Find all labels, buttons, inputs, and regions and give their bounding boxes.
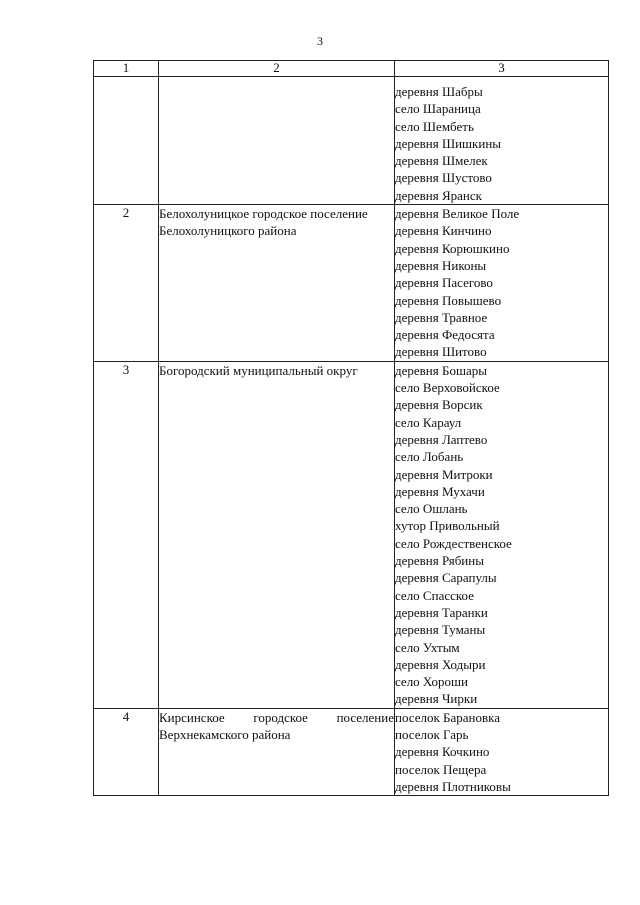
settlement-item: село Шембеть — [395, 118, 474, 134]
settlement-item: хутор Привольный — [395, 518, 500, 534]
settlement-list — [395, 205, 609, 362]
settlement-item: деревня Ворсик — [395, 397, 483, 413]
settlement-list — [395, 77, 609, 205]
column-header-settlements: 3 — [395, 61, 609, 77]
settlement-item: село Ошлань — [395, 501, 468, 517]
settlement-item: деревня Чирки — [395, 691, 478, 707]
settlement-item: деревня Шмелек — [395, 153, 488, 169]
settlement-list — [395, 361, 609, 708]
settlement-item: село Рождественское — [395, 535, 512, 551]
settlement-item: деревня Яранск — [395, 187, 482, 203]
settlement-item: деревня Корюшкино — [395, 240, 510, 256]
settlement-item: деревня Бошары — [395, 362, 487, 378]
table-row — [94, 708, 609, 795]
settlement-item: деревня Шабры — [395, 84, 483, 99]
row-number: 2 — [94, 205, 159, 362]
settlement-item: деревня Туманы — [395, 622, 486, 638]
settlement-item: деревня Рябины — [395, 553, 484, 569]
settlement-item: деревня Митроки — [395, 466, 493, 482]
settlement-item: деревня Федосята — [395, 327, 495, 343]
table-header-row — [94, 61, 609, 77]
row-number: 4 — [94, 708, 159, 795]
table-row — [94, 361, 609, 708]
settlement-item: деревня Шустово — [395, 170, 492, 186]
settlement-item: деревня Никоны — [395, 257, 487, 273]
settlement-item: деревня Таранки — [395, 604, 488, 620]
settlement-item: деревня Травное — [395, 309, 488, 325]
settlement-list — [395, 708, 609, 795]
settlement-item: деревня Кинчино — [395, 223, 492, 239]
column-header-number: 1 — [94, 61, 159, 77]
settlement-item: деревня Пасегово — [395, 275, 493, 291]
row-number: 3 — [94, 361, 159, 708]
settlement-item: деревня Мухачи — [395, 483, 485, 499]
settlement-item: поселок Гарь — [395, 726, 469, 742]
municipality-name: Белохолуницкое городское поселение Белохолуницкого района — [159, 205, 395, 362]
table-row — [94, 77, 609, 205]
settlement-item: деревня Повышево — [395, 292, 502, 308]
settlement-item: поселок Пещера — [395, 761, 487, 777]
settlement-item: село Лобань — [395, 449, 464, 465]
settlement-item: деревня Ходыри — [395, 656, 486, 672]
settlement-item: деревня Лаптево — [395, 431, 488, 447]
municipality-name: Богородский муниципальный округ — [159, 361, 395, 708]
settlement-item: село Спасское — [395, 587, 474, 603]
settlement-item: деревня Кочкино — [395, 744, 490, 760]
settlement-item: деревня Сарапулы — [395, 570, 497, 586]
page-number: 3 — [317, 34, 323, 48]
settlement-item: деревня Шитово — [395, 344, 487, 360]
municipality-name — [159, 77, 395, 205]
municipality-name: Кирсинское городское поселение Верхнекамского района — [159, 708, 395, 795]
settlement-item: село Хороши — [395, 674, 468, 690]
settlement-item: деревня Шишкины — [395, 135, 502, 151]
row-number — [94, 77, 159, 205]
table-row — [94, 205, 609, 362]
settlement-item: деревня Плотниковы — [395, 778, 511, 794]
settlements-table — [93, 60, 609, 796]
settlement-item: село Верховойское — [395, 380, 500, 396]
settlement-item: село Ухтым — [395, 639, 460, 655]
settlement-item: деревня Великое Поле — [395, 206, 520, 222]
settlement-item: поселок Барановка — [395, 709, 501, 725]
settlement-item: село Караул — [395, 414, 462, 430]
settlement-item: село Шараница — [395, 101, 481, 117]
column-header-municipality: 2 — [159, 61, 395, 77]
